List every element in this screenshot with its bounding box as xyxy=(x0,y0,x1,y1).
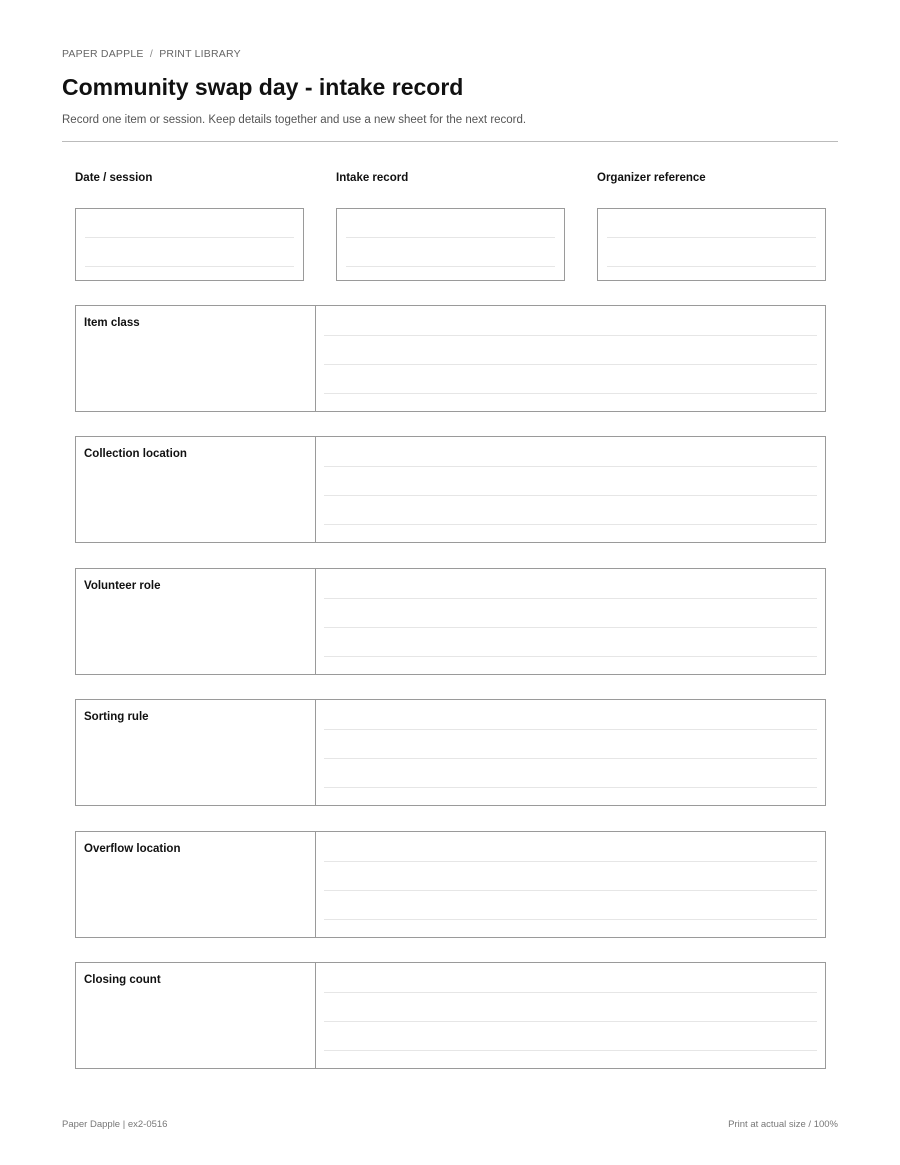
closing-count-row xyxy=(75,962,826,1069)
writing-line xyxy=(607,266,816,267)
writing-line xyxy=(324,890,817,891)
sorting-rule-label-cell xyxy=(76,700,316,805)
breadcrumb-brand: PAPER DAPPLE xyxy=(62,48,144,60)
writing-line xyxy=(324,656,817,657)
date-session-field xyxy=(75,172,304,208)
sorting-rule-label: Sorting rule xyxy=(84,711,149,723)
item-class-row xyxy=(75,305,826,412)
writing-line xyxy=(324,466,817,467)
item-class-input[interactable] xyxy=(316,306,825,411)
breadcrumb xyxy=(62,48,241,60)
page-title: Community swap day - intake record xyxy=(62,74,464,100)
breadcrumb-section: PRINT LIBRARY xyxy=(159,48,241,60)
collection-location-row xyxy=(75,436,826,543)
overflow-location-row xyxy=(75,831,826,938)
writing-line xyxy=(324,598,817,599)
writing-line xyxy=(324,861,817,862)
writing-line xyxy=(324,758,817,759)
writing-line xyxy=(324,919,817,920)
writing-line xyxy=(346,266,555,267)
writing-line xyxy=(324,524,817,525)
writing-line xyxy=(324,1050,817,1051)
volunteer-role-input[interactable] xyxy=(316,569,825,674)
writing-line xyxy=(85,266,294,267)
overflow-location-label: Overflow location xyxy=(84,843,181,855)
intake-record-field xyxy=(336,172,565,208)
writing-line xyxy=(324,787,817,788)
writing-line xyxy=(324,495,817,496)
collection-location-label-cell xyxy=(76,437,316,542)
writing-line xyxy=(346,237,555,238)
page-subtitle: Record one item or session. Keep details together and use a new sheet for the next record. xyxy=(62,114,527,126)
organizer-reference-field xyxy=(597,172,826,208)
writing-line xyxy=(324,729,817,730)
closing-count-label-cell xyxy=(76,963,316,1068)
writing-line xyxy=(324,992,817,993)
header-divider xyxy=(62,141,838,142)
writing-line xyxy=(324,393,817,394)
overflow-location-label-cell xyxy=(76,832,316,937)
footer-print-note: Print at actual size / 100% xyxy=(728,1119,838,1130)
footer-document-id: Paper Dapple | ex2-0516 xyxy=(62,1119,168,1130)
closing-count-label: Closing count xyxy=(84,974,161,986)
volunteer-role-label: Volunteer role xyxy=(84,580,161,592)
writing-line xyxy=(324,1021,817,1022)
item-class-label-cell xyxy=(76,306,316,411)
organizer-reference-label: Organizer reference xyxy=(597,172,706,184)
writing-line xyxy=(607,237,816,238)
writing-line xyxy=(324,364,817,365)
item-class-label: Item class xyxy=(84,317,140,329)
intake-record-input[interactable] xyxy=(336,208,565,281)
volunteer-role-label-cell xyxy=(76,569,316,674)
organizer-reference-input[interactable] xyxy=(597,208,826,281)
intake-record-label: Intake record xyxy=(336,172,409,184)
sorting-rule-input[interactable] xyxy=(316,700,825,805)
date-session-input[interactable] xyxy=(75,208,304,281)
breadcrumb-separator: / xyxy=(149,48,153,60)
overflow-location-input[interactable] xyxy=(316,832,825,937)
volunteer-role-row xyxy=(75,568,826,675)
date-session-label: Date / session xyxy=(75,172,153,184)
writing-line xyxy=(85,237,294,238)
writing-line xyxy=(324,627,817,628)
collection-location-label: Collection location xyxy=(84,448,187,460)
closing-count-input[interactable] xyxy=(316,963,825,1068)
sorting-rule-row xyxy=(75,699,826,806)
writing-line xyxy=(324,335,817,336)
collection-location-input[interactable] xyxy=(316,437,825,542)
